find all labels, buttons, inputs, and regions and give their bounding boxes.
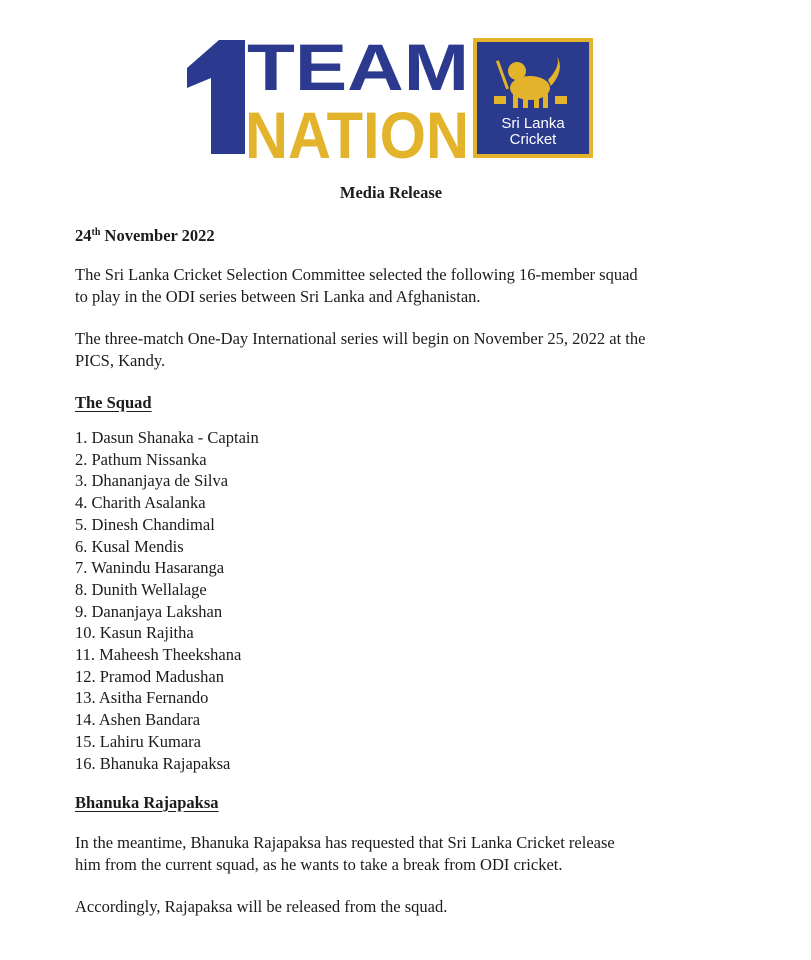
series-paragraph — [75, 328, 755, 372]
squad-list — [75, 427, 259, 774]
squad-list-item: 7. Wanindu Hasaranga — [75, 558, 225, 578]
date-day: 24 — [75, 226, 92, 245]
document-title: Media Release — [339, 183, 443, 202]
release-line-2: him from the current squad, as he wants to take a break from ODI cricket. — [75, 855, 563, 874]
squad-list-item: 6. Kusal Mendis — [75, 536, 184, 556]
slc-badge-line2: Cricket — [509, 131, 557, 148]
release-line-1: In the meantime, Bhanuka Rajapaksa has requested that Sri Lanka Cricket release — [75, 833, 615, 852]
logo-word-team: TEAM — [247, 36, 469, 104]
squad-list-item: 11. Maheesh Theekshana — [75, 645, 242, 665]
squad-list-item: 10. Kasun Rajitha — [75, 623, 194, 643]
squad-list-item: 15. Lahiru Kumara — [75, 731, 201, 751]
intro-line-1: The Sri Lanka Cricket Selection Committee selected the following 16-member squad — [75, 265, 638, 284]
squad-list-item: 3. Dhananjaya de Silva — [75, 471, 229, 491]
release-paragraph — [75, 832, 755, 876]
squad-list-item: 14. Ashen Bandara — [75, 710, 201, 730]
logo-one-mark — [187, 40, 245, 154]
squad-list-item: 8. Dunith Wellalage — [75, 579, 207, 599]
release-date — [75, 225, 215, 247]
team-nation-logo — [187, 36, 593, 162]
squad-list-item: 13. Asitha Fernando — [75, 688, 209, 708]
series-line-2: PICS, Kandy. — [75, 351, 166, 370]
logo-word-nation: NATION — [245, 98, 469, 162]
bhanuka-heading: Bhanuka Rajapaksa — [75, 793, 219, 812]
accordingly-paragraph: Accordingly, Rajapaksa will be released from the squad. — [75, 897, 448, 916]
squad-list-item: 9. Dananjaya Lakshan — [75, 601, 223, 621]
squad-list-item: 16. Bhanuka Rajapaksa — [75, 753, 231, 773]
squad-list-item: 12. Pramod Madushan — [75, 666, 224, 686]
slc-badge-line1: Sri Lanka — [501, 115, 565, 132]
intro-line-2: to play in the ODI series between Sri Lanka and Afghanistan. — [75, 287, 481, 306]
squad-list-item: 1. Dasun Shanaka - Captain — [75, 428, 259, 447]
series-line-1: The three-match One-Day International series will begin on November 25, 2022 at the — [75, 329, 646, 348]
date-suffix: th — [91, 227, 101, 238]
squad-list-item: 2. Pathum Nissanka — [75, 449, 207, 469]
date-month-year: November 2022 — [100, 226, 215, 245]
squad-list-item: 4. Charith Asalanka — [75, 493, 206, 513]
squad-heading: The Squad — [75, 393, 152, 412]
squad-list-item: 5. Dinesh Chandimal — [75, 514, 215, 534]
intro-paragraph — [75, 264, 755, 308]
